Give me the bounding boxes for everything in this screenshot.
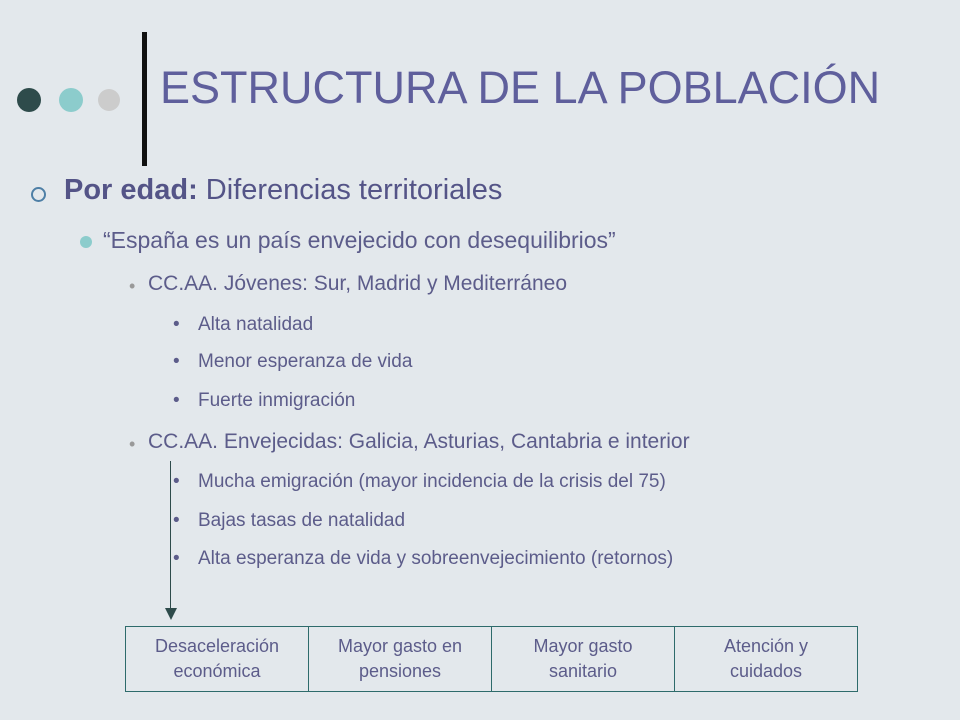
group2-label: CC.AA. Envejecidas: Galicia, Asturias, Cantabria e interior	[148, 430, 690, 453]
bullet-icon: •	[173, 510, 180, 531]
ring-bullet-icon	[31, 187, 46, 202]
bullet-icon: •	[129, 276, 136, 296]
down-arrow-line	[170, 461, 171, 611]
section-heading	[64, 174, 502, 207]
title-divider	[142, 32, 147, 166]
group1-label: CC.AA. Jóvenes: Sur, Madrid y Mediterráneo	[148, 272, 568, 295]
slide-title: ESTRUCTURA DE LA POBLACIÓN	[160, 62, 881, 113]
group1-item: Alta natalidad	[198, 314, 314, 335]
consequence-cell: Desaceleración económica	[154, 636, 280, 681]
down-arrow-icon	[165, 608, 177, 620]
bullet-icon: •	[173, 471, 180, 492]
consequences-table	[125, 626, 858, 692]
group2-item: Bajas tasas de natalidad	[198, 510, 406, 531]
group2-item: Mucha emigración (mayor incidencia de la crisis del 75)	[198, 471, 666, 492]
consequence-cell: Atención y cuidados	[674, 627, 857, 691]
section-heading-bold: Por edad:	[64, 174, 198, 206]
bullet-icon: •	[173, 314, 180, 335]
consequence-cell: Mayor gasto en pensiones	[308, 627, 491, 691]
dot-bullet-icon	[80, 236, 92, 248]
group1-item: Fuerte inmigración	[198, 390, 356, 411]
bullet-icon: •	[173, 548, 180, 569]
decorative-dot-dark	[17, 88, 41, 112]
bullet-icon: •	[173, 351, 180, 372]
quote-text: “España es un país envejecido con desequilibrios”	[103, 227, 616, 253]
bullet-icon: •	[173, 390, 180, 411]
bullet-icon: •	[129, 434, 136, 454]
decorative-dot-gray	[98, 89, 120, 111]
section-heading-text: Diferencias territoriales	[197, 174, 503, 206]
consequence-cell: Mayor gasto sanitario	[491, 627, 674, 691]
decorative-dot-teal	[59, 88, 83, 112]
group2-item: Alta esperanza de vida y sobreenvejecimiento (retornos)	[198, 548, 674, 569]
group1-item: Menor esperanza de vida	[198, 351, 413, 372]
